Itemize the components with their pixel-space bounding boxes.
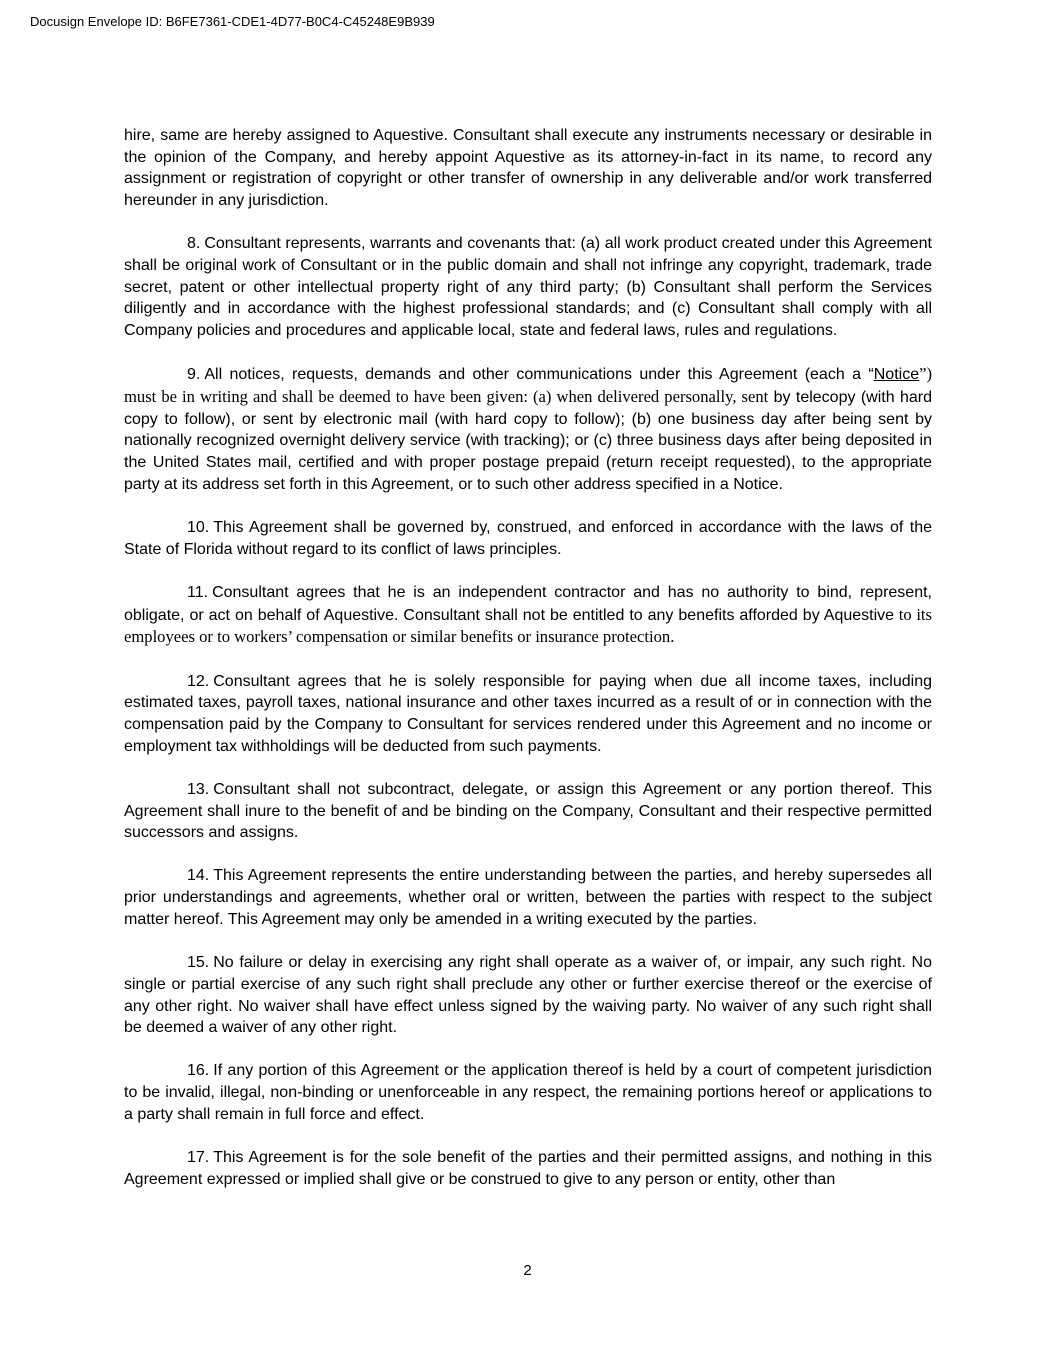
section-number: 15.: [187, 954, 210, 972]
section-text: Consultant agrees that he is solely responsible for paying when due all income taxes, including estimated taxes, payroll taxes, national insurance and other taxes incurred as a result of or in connection with the compensation paid by the Company to Consultant for services rendered under this Agreement and no income or employment tax withholdings will be deducted from such payments.: [124, 672, 932, 755]
section-9: [124, 363, 932, 495]
section-17: [124, 1147, 932, 1190]
section-text: If any portion of this Agreement or the application thereof is held by a court of competent jurisdiction to be invalid, illegal, non-binding or unenforceable in any respect, the remaining portions hereof or applications to a party shall remain in full force and effect.: [124, 1062, 932, 1123]
section-text: to its employees or to workers’ compensation or similar benefits or insurance protection.: [124, 604, 932, 647]
section-13: [124, 779, 932, 844]
section-number: 16.: [187, 1062, 210, 1080]
section-12: [124, 671, 932, 758]
section-14: [124, 865, 932, 930]
section-number: 9.: [187, 366, 201, 384]
docusign-envelope-id: Docusign Envelope ID: B6FE7361-CDE1-4D77-B0C4-C45248E9B939: [30, 14, 435, 29]
page-number: 2: [523, 1262, 532, 1279]
section-text: No failure or delay in exercising any right shall operate as a waiver of, or impair, any such right. No single or partial exercise of any such right shall preclude any other or further exercise thereof or the exercise of any other right. No waiver shall have effect unless signed by the waiving party. No waiver of any such right shall be deemed a waiver of any other right.: [124, 954, 932, 1037]
section-10: [124, 517, 932, 560]
intro-paragraph: hire, same are hereby assigned to Aquestive. Consultant shall execute any instruments necessary or desirable in the opinion of the Company, and hereby appoint Aquestive as its attorney-in-fact in its name, to record any assignment or registration of copyright or other transfer of ownership in any deliverable and/or work transferred hereunder in any jurisdiction.: [124, 127, 932, 210]
section-number: 11.: [187, 583, 209, 601]
section-text: This Agreement shall be governed by, construed, and enforced in accordance with the laws of the State of Florida without regard to its conflict of laws principles.: [124, 519, 932, 558]
section-text: This Agreement is for the sole benefit of the parties and their permitted assigns, and nothing in this Agreement expressed or implied shall give or be construed to give to any person or entity, other than: [124, 1149, 932, 1188]
document-body: [124, 125, 932, 1212]
section-text: This Agreement represents the entire understanding between the parties, and hereby supersedes all prior understandings and agreements, whether oral or written, between the parties with respect to the subject matter hereof. This Agreement may only be amended in a writing executed by the parties.: [124, 867, 932, 928]
section-text: Consultant shall not subcontract, delegate, or assign this Agreement or any portion thereof. This Agreement shall inure to the benefit of and be binding on the Company, Consultant and their respective permitted successors and assigns.: [124, 780, 932, 842]
section-number: 8.: [187, 235, 201, 253]
section-number: 14.: [187, 867, 210, 885]
section-text: ”) must be in writing and shall be deemed to have been given: (a) when delivered personally, sent: [124, 364, 932, 407]
section-16: [124, 1060, 932, 1125]
section-number: 12.: [187, 672, 210, 690]
section-11: [124, 582, 932, 649]
section-number: 13.: [187, 780, 210, 798]
section-text: All notices, requests, demands and other communications under this Agreement (each a “: [204, 366, 874, 384]
section-15: [124, 952, 932, 1039]
section-number: 17.: [187, 1149, 210, 1167]
section-text: Consultant represents, warrants and covenants that: (a) all work product created under this Agreement shall be original work of Consultant or in the public domain and shall not infringe any copyright, trademark, trade secret, patent or other intellectual property right of any third party; (b) Consultant shall perform the Services diligently and in accordance with the highest professional standards; and (c) Consultant shall comply with all Company policies and procedures and applicable local, state and federal laws, rules and regulations.: [124, 235, 932, 340]
section-8: [124, 233, 932, 342]
section-number: 10.: [187, 519, 210, 537]
section-text: by telecopy (with hard copy to follow), or sent by electronic mail (with hard copy to follow); (b) one business day after being sent by nationally recognized overnight delivery service (with tracking); or (c) three business days after being deposited in the United States mail, certified and with proper postage prepaid (return receipt requested), to the appropriate party at its address set forth in this Agreement, or to such other address specified in a Notice.: [124, 389, 932, 493]
section-text: Consultant agrees that he is an independent contractor and has no authority to bind, represent, obligate, or act on behalf of Aquestive. Consultant shall not be entitled to any benefits afforded by Aquestive: [124, 583, 932, 624]
defined-term-notice: Notice: [873, 366, 920, 384]
